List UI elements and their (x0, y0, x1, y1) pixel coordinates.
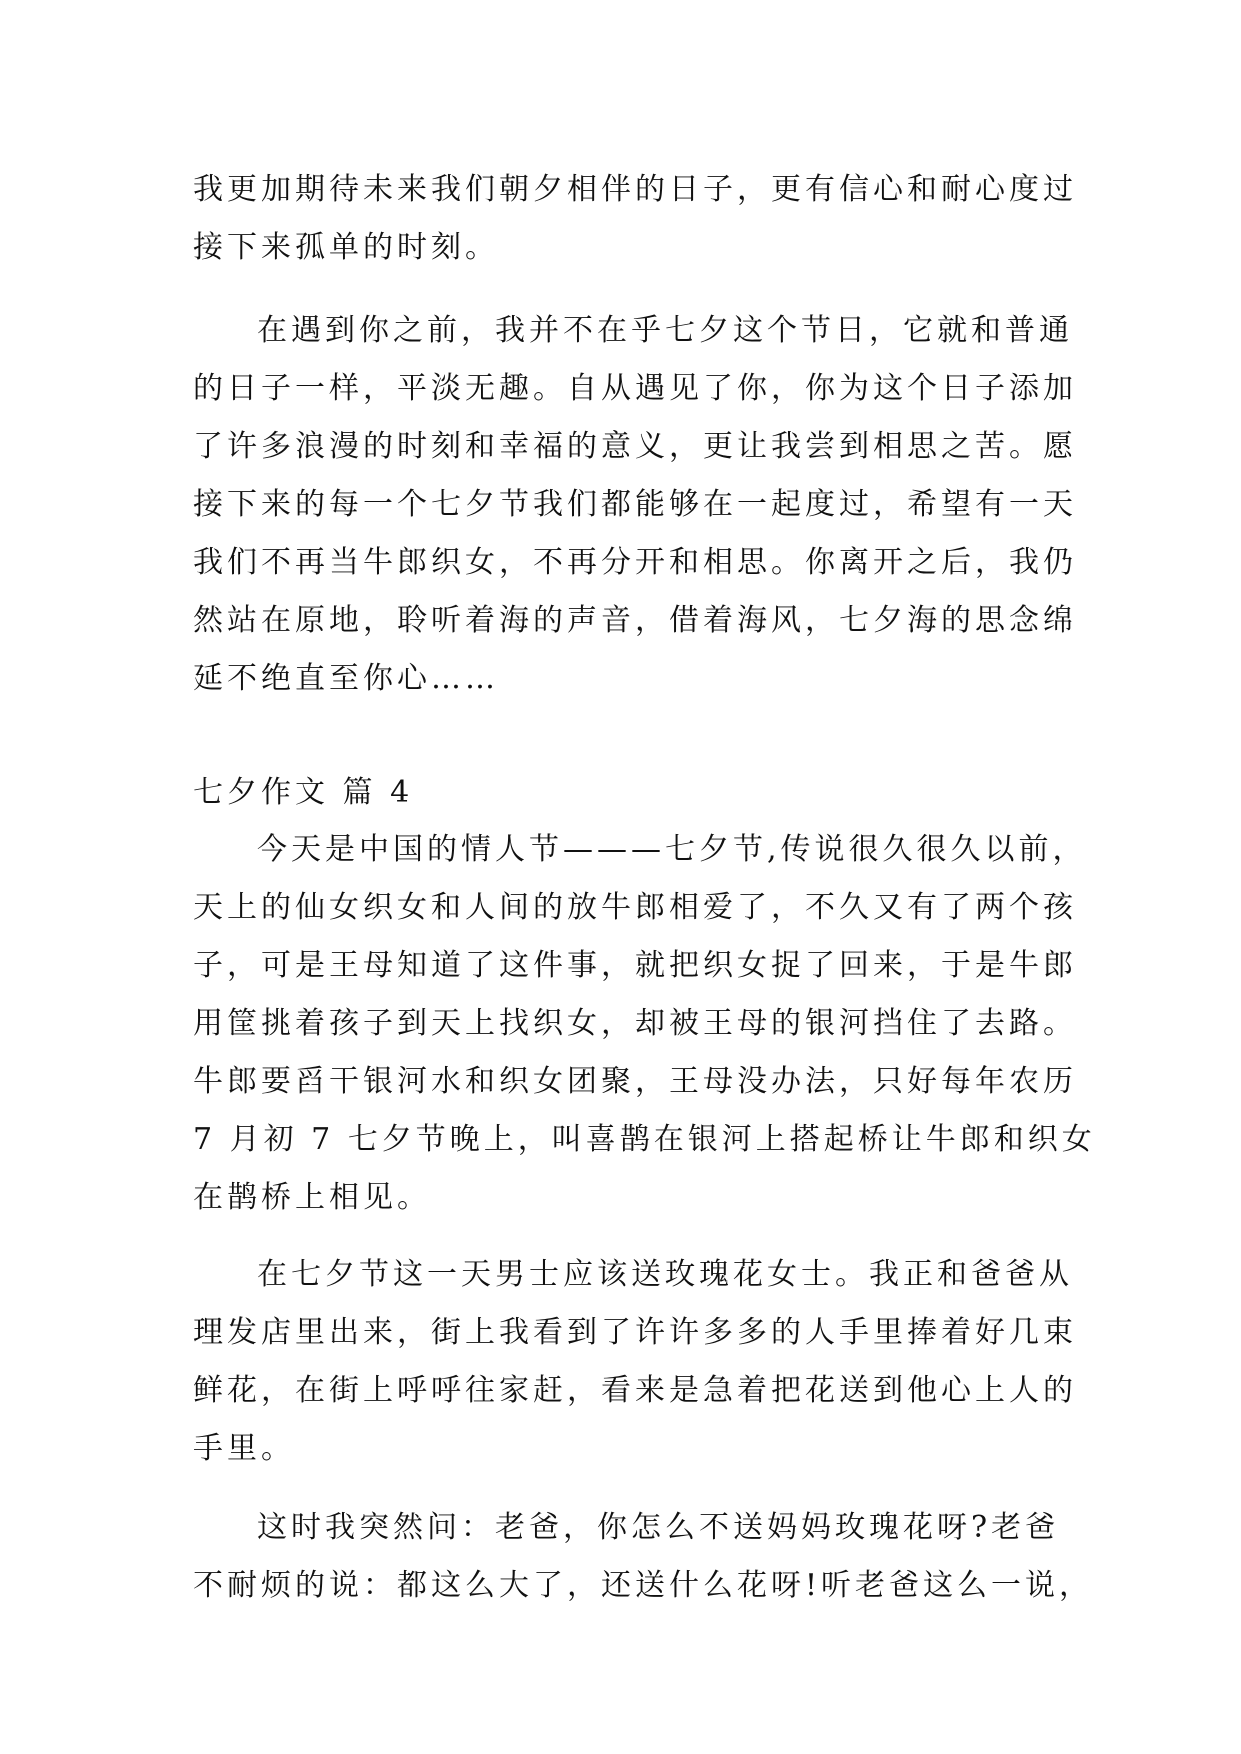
text-line: 不耐烦的说：都这么大了，还送什么花呀!听老爸这么一说， (193, 1568, 1094, 1603)
section-heading: 七夕作文 篇 4 (193, 775, 414, 810)
text-line: 手里。 (193, 1431, 295, 1466)
text-line: 的日子一样，平淡无趣。自从遇见了你，你为这个日子添加 (193, 371, 1077, 406)
text-line: 鲜花，在街上呼呼往家赶，看来是急着把花送到他心上人的 (193, 1373, 1077, 1408)
text-line: 我们不再当牛郎织女，不再分开和相思。你离开之后，我仍 (193, 545, 1077, 580)
text-line: 子，可是王母知道了这件事，就把织女捉了回来，于是牛郎 (193, 948, 1077, 983)
text-line: 接下来孤单的时刻。 (193, 230, 499, 265)
text-line: 7 月初 7 七夕节晚上，叫喜鹊在银河上搭起桥让牛郎和织女 (193, 1122, 1096, 1157)
text-line: 了许多浪漫的时刻和幸福的意义，更让我尝到相思之苦。愿 (193, 429, 1077, 464)
paragraph-start-line: 在七夕节这一天男士应该送玫瑰花女士。我正和爸爸从 (257, 1257, 1073, 1292)
text-line: 理发店里出来，街上我看到了许许多多的人手里捧着好几束 (193, 1315, 1077, 1350)
text-line: 牛郎要舀干银河水和织女团聚，王母没办法，只好每年农历 (193, 1064, 1077, 1099)
paragraph-start-line: 在遇到你之前，我并不在乎七夕这个节日，它就和普通 (257, 313, 1073, 348)
text-line: 接下来的每一个七夕节我们都能够在一起度过，希望有一天 (193, 487, 1077, 522)
text-line: 延不绝直至你心…… (193, 661, 499, 696)
text-line: 然站在原地，聆听着海的声音，借着海风，七夕海的思念绵 (193, 603, 1077, 638)
text-line: 在鹊桥上相见。 (193, 1180, 431, 1215)
text-line: 我更加期待未来我们朝夕相伴的日子，更有信心和耐心度过 (193, 172, 1077, 207)
paragraph-start-line: 这时我突然问：老爸，你怎么不送妈妈玫瑰花呀?老爸 (257, 1510, 1060, 1545)
text-line: 天上的仙女织女和人间的放牛郎相爱了，不久又有了两个孩 (193, 890, 1077, 925)
text-line: 用筐挑着孩子到天上找织女，却被王母的银河挡住了去路。 (193, 1006, 1077, 1041)
paragraph-start-line: 今天是中国的情人节———七夕节,传说很久很久以前， (257, 832, 1087, 867)
